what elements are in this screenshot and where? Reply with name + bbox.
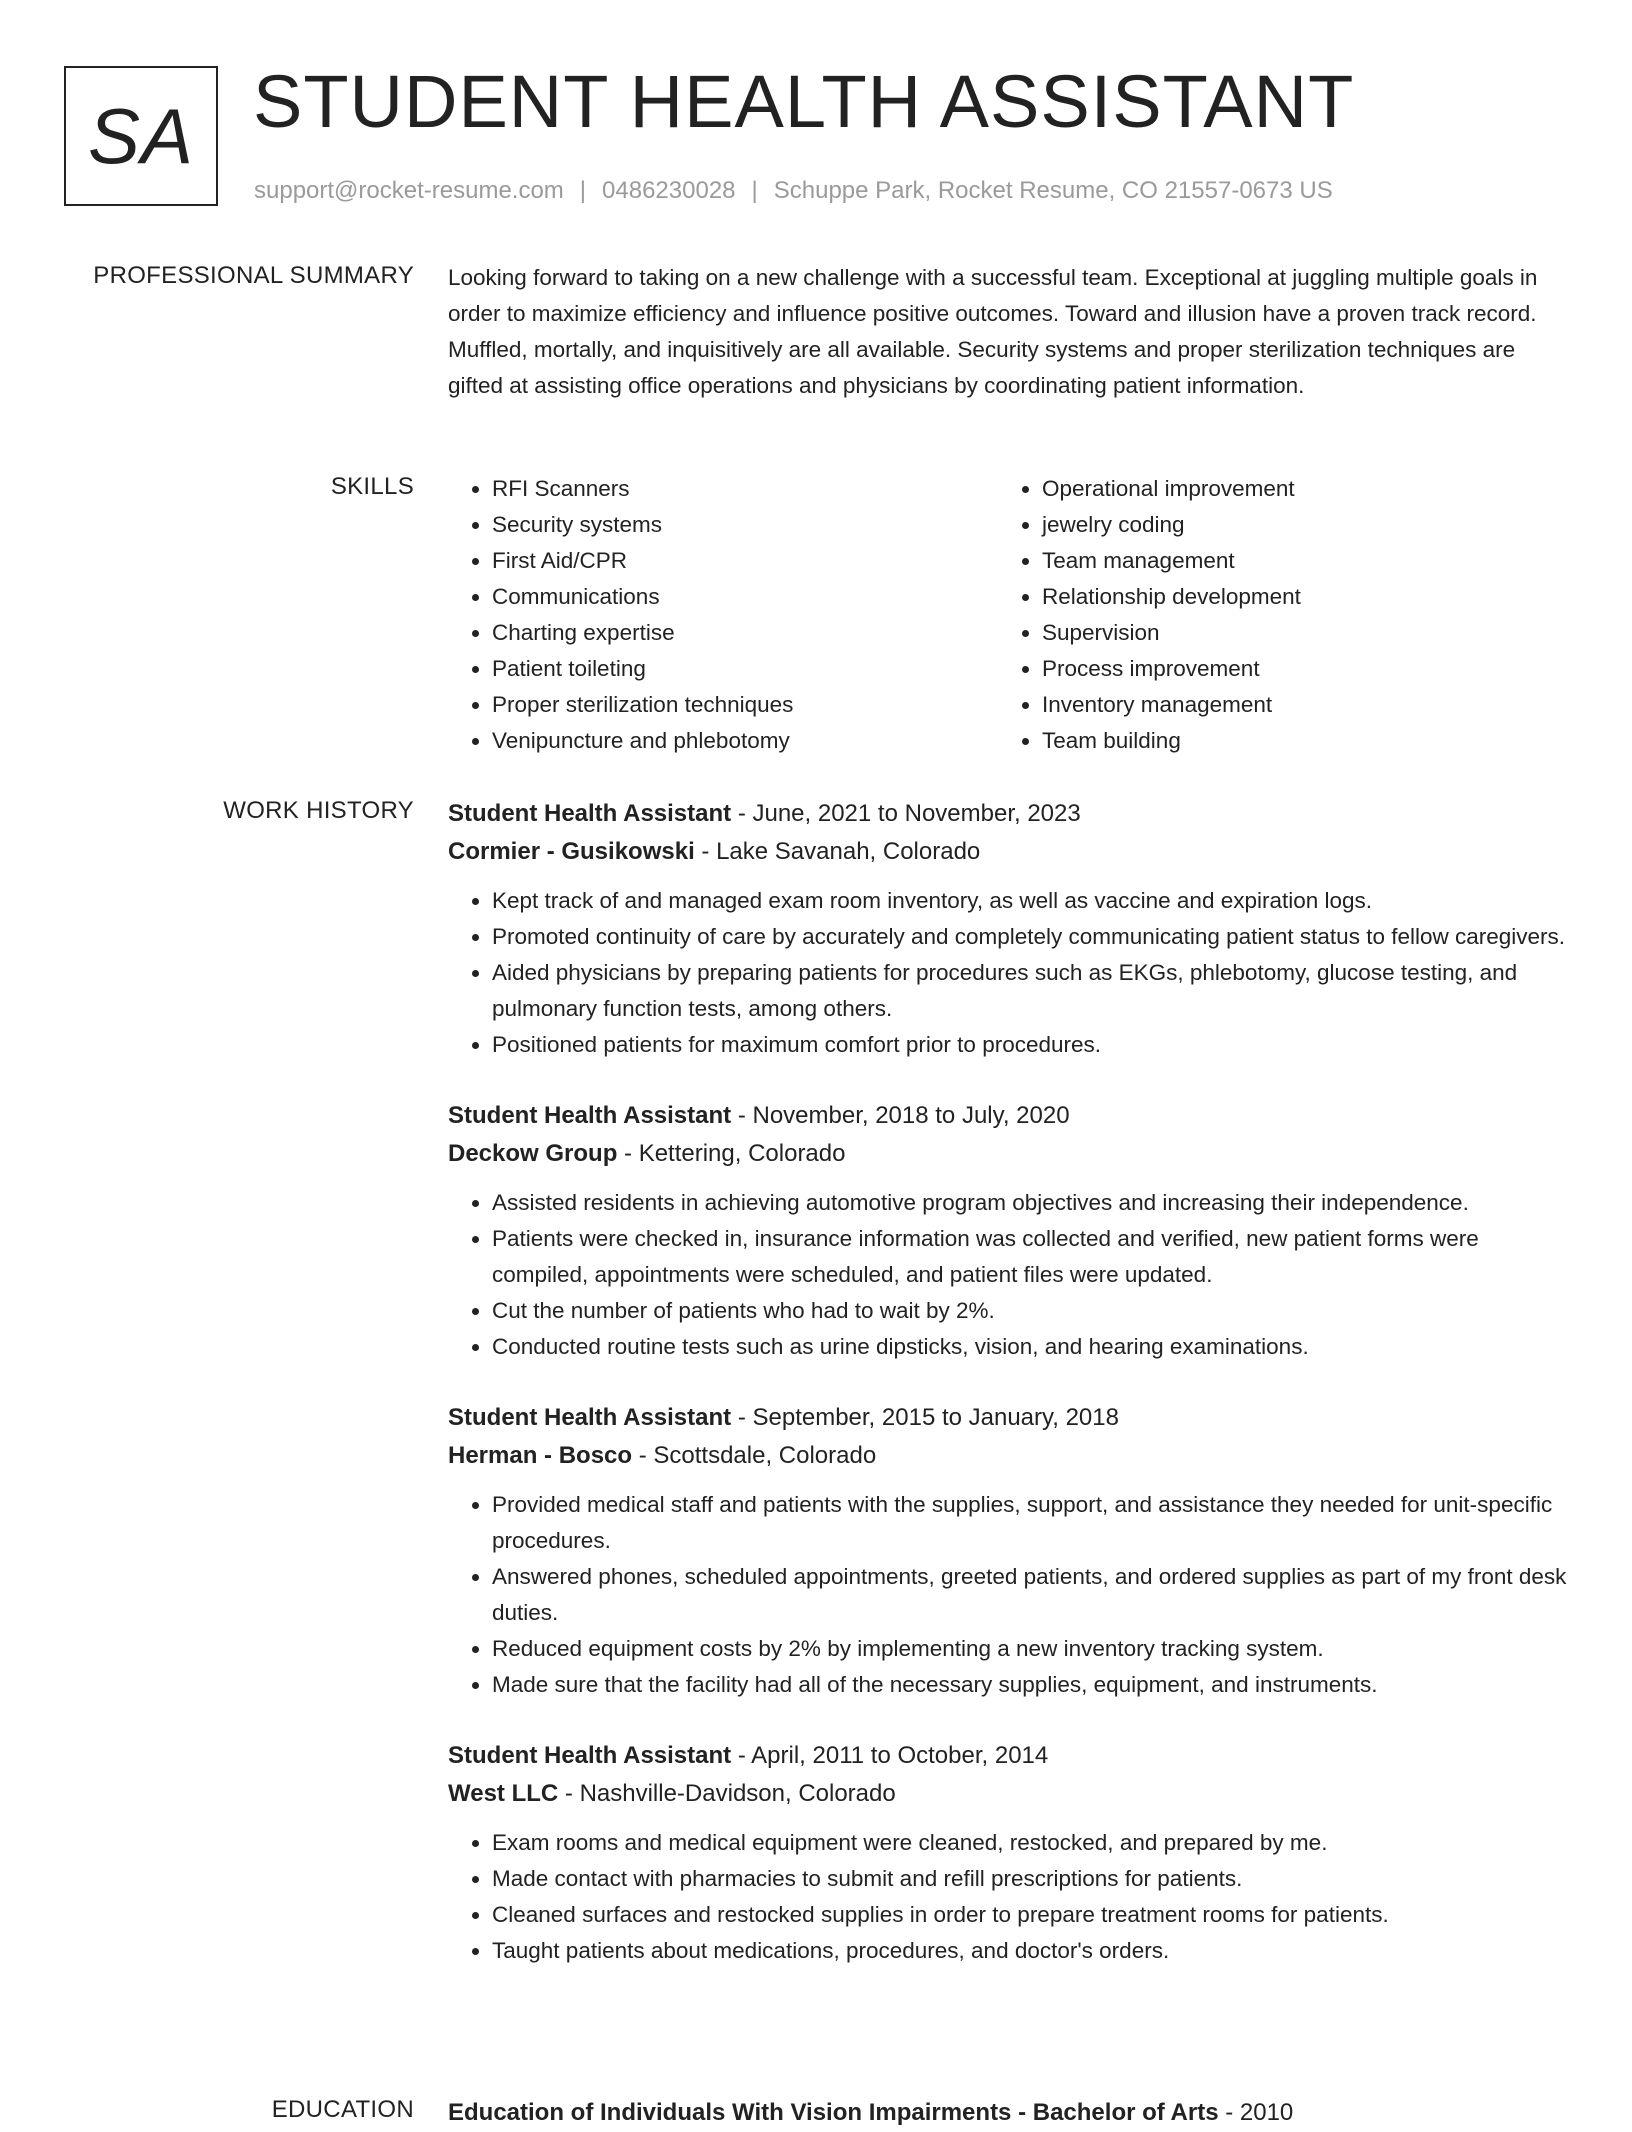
contact-email[interactable]: support@rocket-resume.com [254,177,564,204]
skill-item: • RFI Scanners [492,471,998,507]
job-dates: - November, 2018 to July, 2020 [731,1102,1070,1129]
job-bullet: • Cut the number of patients who had to wait by 2%. [492,1293,1568,1329]
skill-item: • Inventory management [1042,687,1301,723]
job-entry [448,795,1568,1063]
job-company: West LLC [448,1780,559,1807]
education-line: Education of Individuals With Vision Impairments - Bachelor of Arts - 2010 [448,2099,1294,2126]
job-company-line [448,1135,1568,1173]
contact-line [254,176,1333,206]
job-title: Student Health Assistant [448,800,732,827]
contact-address: Schuppe Park, Rocket Resume, CO 21557-0673 US [773,177,1333,204]
job-entry [448,1399,1568,1703]
job-bullet: • Reduced equipment costs by 2% by implementing a new inventory tracking system. [492,1631,1568,1667]
job-bullets [448,1487,1568,1703]
skill-item: • Relationship development [1042,579,1301,615]
job-location: - Scottsdale, Colorado [632,1442,877,1469]
job-bullet: • Conducted routine tests such as urine dipsticks, vision, and hearing examinations. [492,1329,1568,1365]
job-title-line [448,1737,1568,1775]
skill-item: • Supervision [1042,615,1301,651]
job-bullet: • Answered phones, scheduled appointments, greeted patients, and ordered supplies as part of my front desk duties. [492,1559,1568,1631]
skills-list-left [448,471,998,759]
education-year: - 2010 [1218,2099,1294,2126]
skill-item: • Communications [492,579,998,615]
job-location: - Nashville-Davidson, Colorado [558,1780,896,1807]
job-title: Student Health Assistant [448,1742,732,1769]
skills-list-right [998,471,1301,759]
job-bullet: • Made contact with pharmacies to submit and refill prescriptions for patients. [492,1861,1568,1897]
section-label-work-history: WORK HISTORY [223,797,414,824]
job-bullets [448,1185,1568,1365]
section-label-skills: SKILLS [330,473,414,500]
contact-phone[interactable]: 0486230028 [602,177,736,204]
job-bullet: • Provided medical staff and patients with the supplies, support, and assistance they needed for unit-specific procedures. [492,1487,1568,1559]
job-bullet: • Aided physicians by preparing patients for procedures such as EKGs, phlebotomy, glucose testing, and pulmonary function tests, among others. [492,955,1568,1027]
job-company: Cormier - Gusikowski [448,838,695,865]
job-title-line [448,795,1568,833]
education-school: Education of Individuals With Vision Impairments [448,2099,1012,2126]
skill-item: • jewelry coding [1042,507,1301,543]
skill-item: • Security systems [492,507,998,543]
job-company-line [448,1775,1568,1813]
contact-separator: | [751,177,758,204]
job-bullet: • Promoted continuity of care by accurately and completely communicating patient status to fellow caregivers. [492,919,1568,955]
education-degree: Bachelor of Arts [1032,2099,1219,2126]
initials-monogram [64,66,218,206]
section-label-summary: PROFESSIONAL SUMMARY [93,262,414,289]
job-bullet: • Exam rooms and medical equipment were cleaned, restocked, and prepared by me. [492,1825,1568,1861]
skill-item: • First Aid/CPR [492,543,998,579]
job-title: Student Health Assistant [448,1404,732,1431]
job-bullets [448,1825,1568,1969]
initials: SA [87,91,195,180]
job-dates: - September, 2015 to January, 2018 [731,1404,1119,1431]
job-title-line [448,1097,1568,1135]
summary-text: Looking forward to taking on a new challenge with a successful team. Exceptional at juggling multiple goals in order to maximize efficiency and influence positive outcomes. Toward and illusion have a proven track record. Muffled, mortally, and inquisitively are all available. Security systems and proper sterilization techniques are gifted at assisting office operations and physicians by coordinating patient information. [448,265,1538,398]
contact-separator: | [579,177,587,204]
job-bullet: • Made sure that the facility had all of the necessary supplies, equipment, and instruments. [492,1667,1568,1703]
job-entry [448,1737,1568,1969]
job-bullet: • Taught patients about medications, procedures, and doctor's orders. [492,1933,1568,1969]
section-label-education: EDUCATION [271,2096,414,2123]
skill-item: • Process improvement [1042,651,1301,687]
skill-item: • Venipuncture and phlebotomy [492,723,998,759]
job-bullet: • Cleaned surfaces and restocked supplies in order to prepare treatment rooms for patients. [492,1897,1568,1933]
job-location: - Lake Savanah, Colorado [694,838,981,865]
job-dates: - April, 2011 to October, 2014 [731,1742,1049,1769]
job-location: - Kettering, Colorado [617,1140,846,1167]
job-entry [448,1097,1568,1365]
job-dates: - June, 2021 to November, 2023 [731,800,1081,827]
skill-item: • Charting expertise [492,615,998,651]
skill-item: • Patient toileting [492,651,998,687]
job-bullet: • Kept track of and managed exam room inventory, as well as vaccine and expiration logs. [492,883,1568,919]
job-bullet: • Assisted residents in achieving automotive program objectives and increasing their independence. [492,1185,1568,1221]
job-title-line [448,1399,1568,1437]
resume-title: STUDENT HEALTH ASSISTANT [253,60,1355,143]
job-title: Student Health Assistant [448,1102,732,1129]
job-company-line [448,1437,1568,1475]
job-company: Herman - Bosco [448,1442,633,1469]
skill-item: • Proper sterilization techniques [492,687,998,723]
job-bullets [448,883,1568,1063]
job-company: Deckow Group [448,1140,618,1167]
skill-item: • Team management [1042,543,1301,579]
skill-item: • Team building [1042,723,1301,759]
job-bullet: • Positioned patients for maximum comfort prior to procedures. [492,1027,1568,1063]
job-bullet: • Patients were checked in, insurance information was collected and verified, new patient forms were compiled, appointments were scheduled, and patient files were updated. [492,1221,1568,1293]
skill-item: • Operational improvement [1042,471,1301,507]
job-company-line [448,833,1568,871]
